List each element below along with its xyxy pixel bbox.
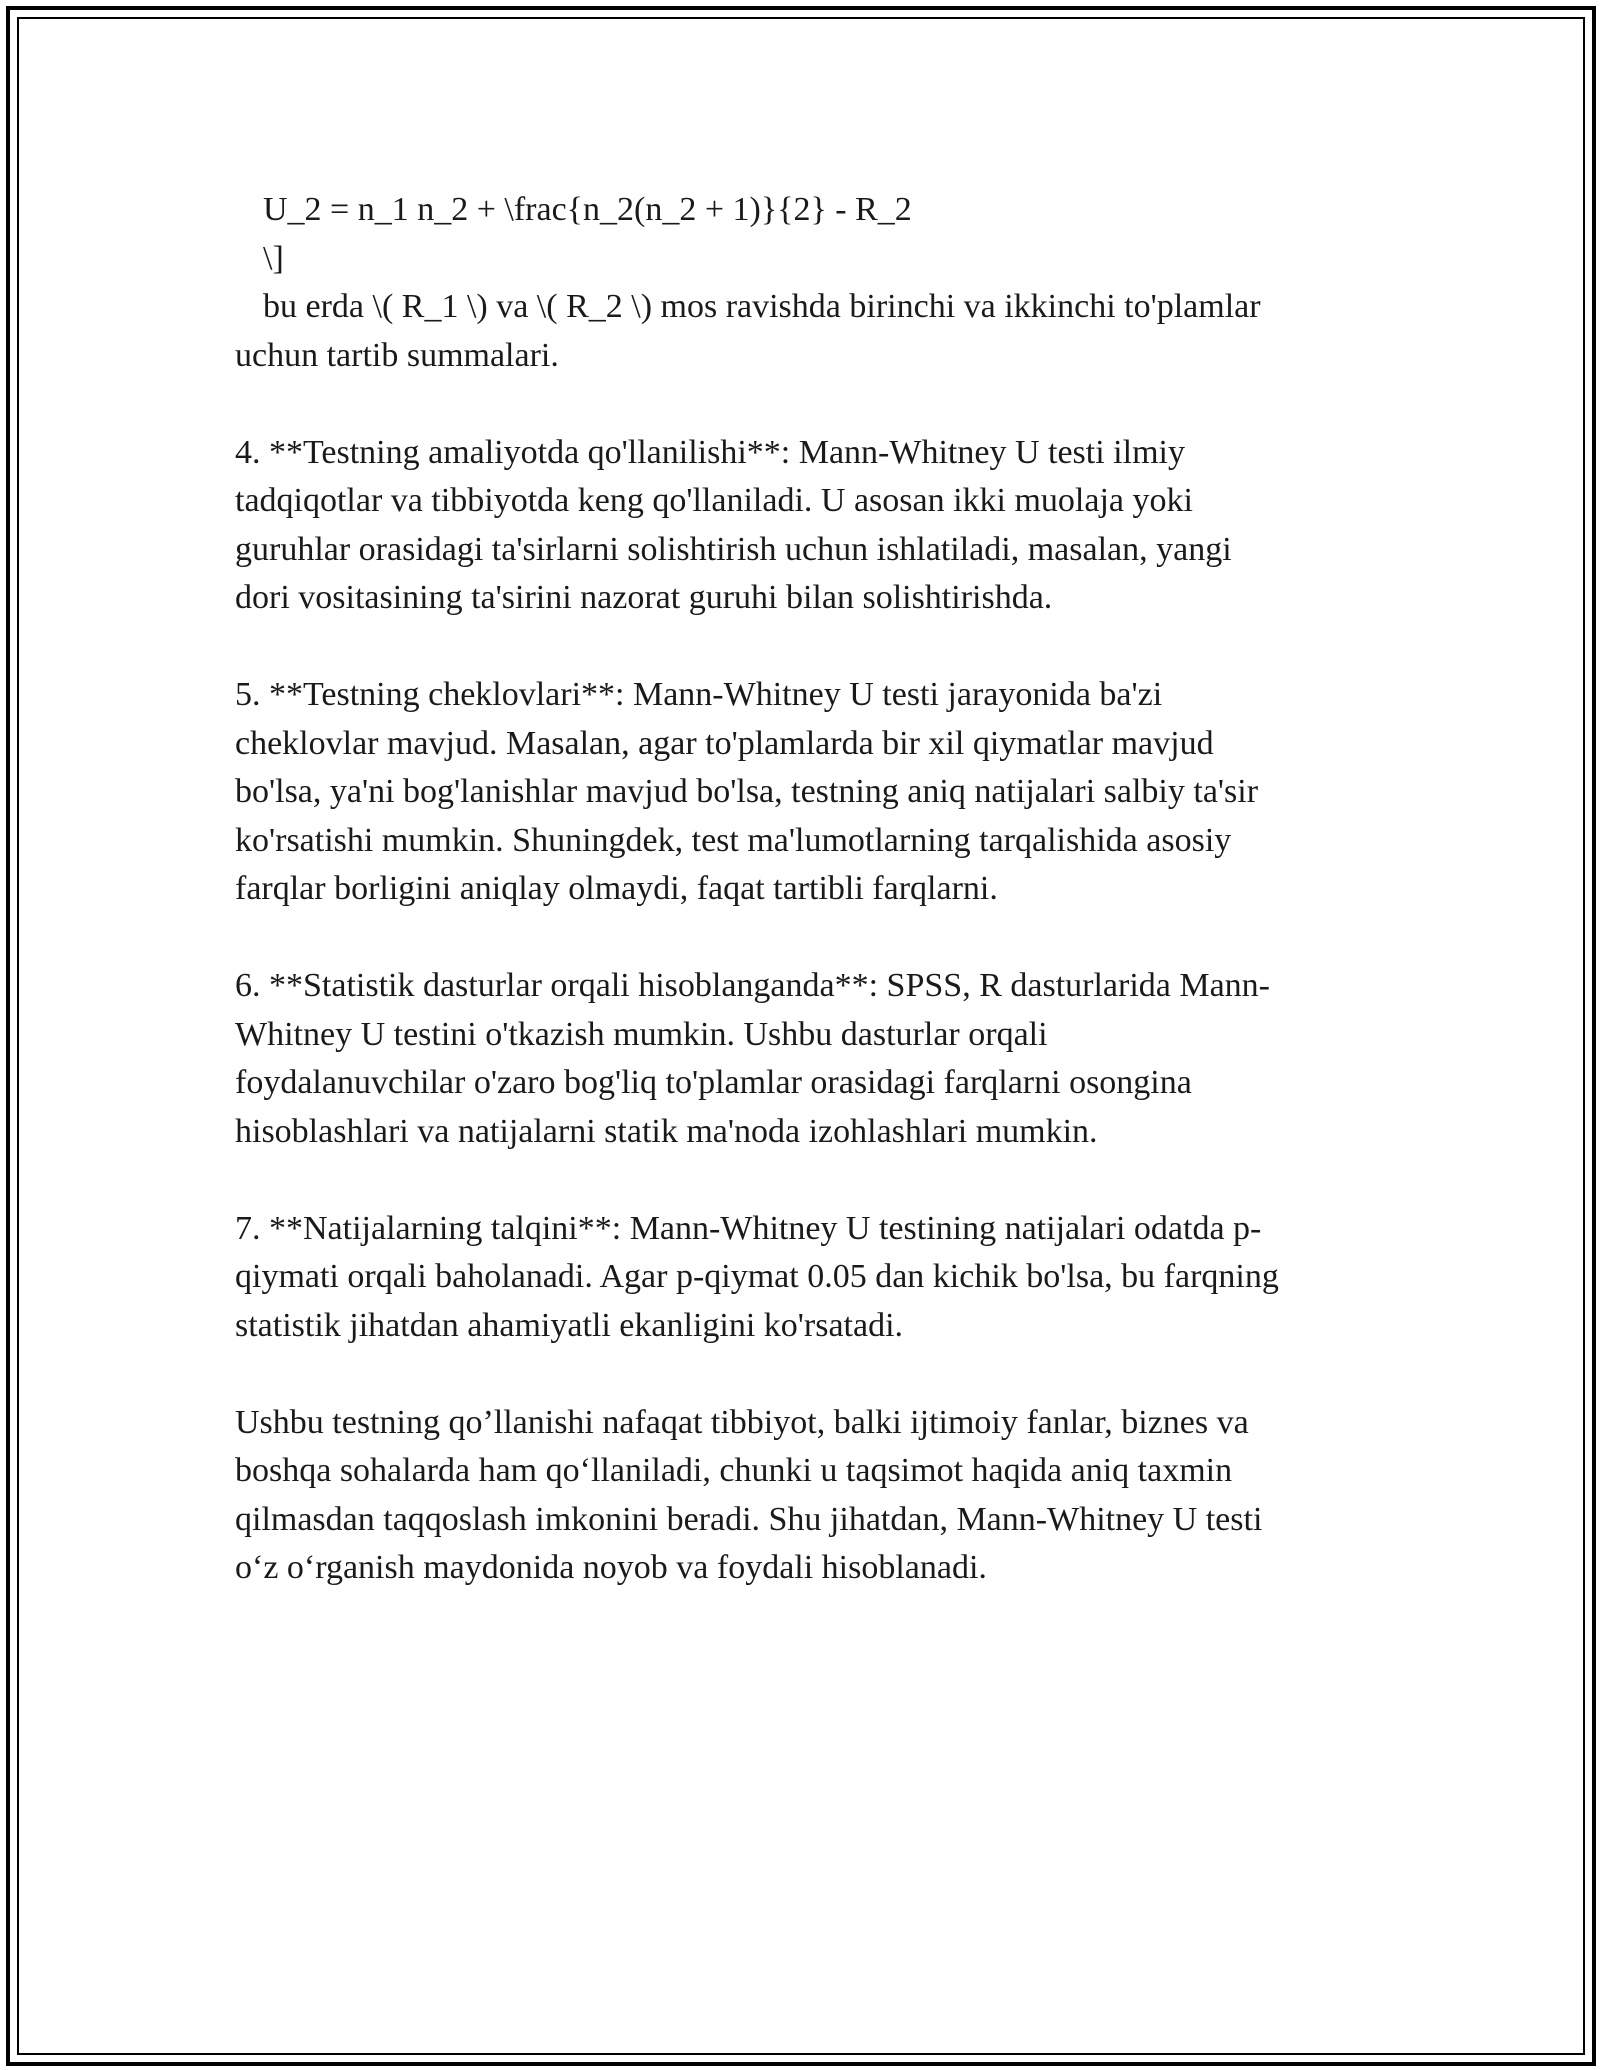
paragraph-line: 6. **Statistik dasturlar orqali hisoblanganda**: SPSS, R dasturlarida Mann-	[235, 967, 1271, 1004]
paragraph-line: 7. **Natijalarning talqini**: Mann-Whitney U testining natijalari odatda p-	[235, 1209, 1262, 1247]
paragraph-conclusion	[235, 1399, 1370, 1593]
paragraph-line: statistik jihatdan ahamiyatli ekanligini ko'rsatadi.	[235, 1306, 904, 1344]
paragraph-line: qiymati orqali baholanadi. Agar p-qiymat 0.05 dan kichik bo'lsa, bu farqning	[235, 1258, 1279, 1295]
paragraph-5	[235, 671, 1370, 914]
paragraph-line: guruhlar orasidagi ta'sirlarni solishtirish uchun ishlatiladi, masalan, yangi	[235, 530, 1232, 568]
paragraph-line: 4. **Testning amaliyotda qo'llanilishi**: Mann-Whitney U testi ilmiy	[235, 433, 1185, 471]
paragraph-line: bo'lsa, ya'ni bog'lanishlar mavjud bo'lsa, testning aniq natijalari salbiy ta'sir	[235, 773, 1259, 810]
paragraph-7	[235, 1205, 1370, 1351]
formula-block	[235, 186, 1370, 380]
paragraph-line: hisoblashlari va natijalarni statik ma'noda izohlashlari mumkin.	[235, 1112, 1098, 1150]
paragraph-4	[235, 429, 1370, 623]
paragraph-line: qilmasdan taqqoslash imkonini beradi. Shu jihatdan, Mann-Whitney U testi	[235, 1500, 1263, 1538]
paragraph-line: farqlar borligini aniqlay olmaydi, faqat tartibli farqlarni.	[235, 870, 998, 907]
paragraph-line: dori vositasining ta'sirini nazorat guruhi bilan solishtirishda.	[235, 579, 1053, 616]
paragraph-line: tadqiqotlar va tibbiyotda keng qo'llaniladi. U asosan ikki muolaja yoki	[235, 482, 1193, 519]
formula-explanation-cont: uchun tartib summalari.	[235, 336, 559, 374]
paragraph-line: foydalanuvchilar o'zaro bog'liq to'plamlar orasidagi farqlarni osongina	[235, 1064, 1192, 1101]
paragraph-line: Whitney U testini o'tkazish mumkin. Ushbu dasturlar orqali	[235, 1015, 1048, 1053]
paragraph-line: cheklovlar mavjud. Masalan, agar to'plamlarda bir xil qiymatlar mavjud	[235, 724, 1214, 762]
formula-explanation: bu erda \( R_1 \) va \( R_2 \) mos ravishda birinchi va ikkinchi to'plamlar	[263, 288, 1261, 325]
paragraph-line: o‘z o‘rganish maydonida noyob va foydali hisoblanadi.	[235, 1549, 987, 1586]
paragraph-line: ko'rsatishi mumkin. Shuningdek, test ma'lumotlarning tarqalishida asosiy	[235, 821, 1232, 859]
paragraph-6	[235, 962, 1370, 1156]
formula-close: \]	[263, 239, 284, 277]
document-body	[235, 186, 1370, 1641]
formula-line: U_2 = n_1 n_2 + \frac{n_2(n_2 + 1)}{2} - R_2	[263, 191, 912, 228]
paragraph-line: 5. **Testning cheklovlari**: Mann-Whitney U testi jarayonida ba'zi	[235, 676, 1163, 713]
paragraph-line: boshqa sohalarda ham qo‘llaniladi, chunki u taqsimot haqida aniq taxmin	[235, 1452, 1233, 1489]
paragraph-line: Ushbu testning qo’llanishi nafaqat tibbiyot, balki ijtimoiy fanlar, biznes va	[235, 1403, 1249, 1441]
